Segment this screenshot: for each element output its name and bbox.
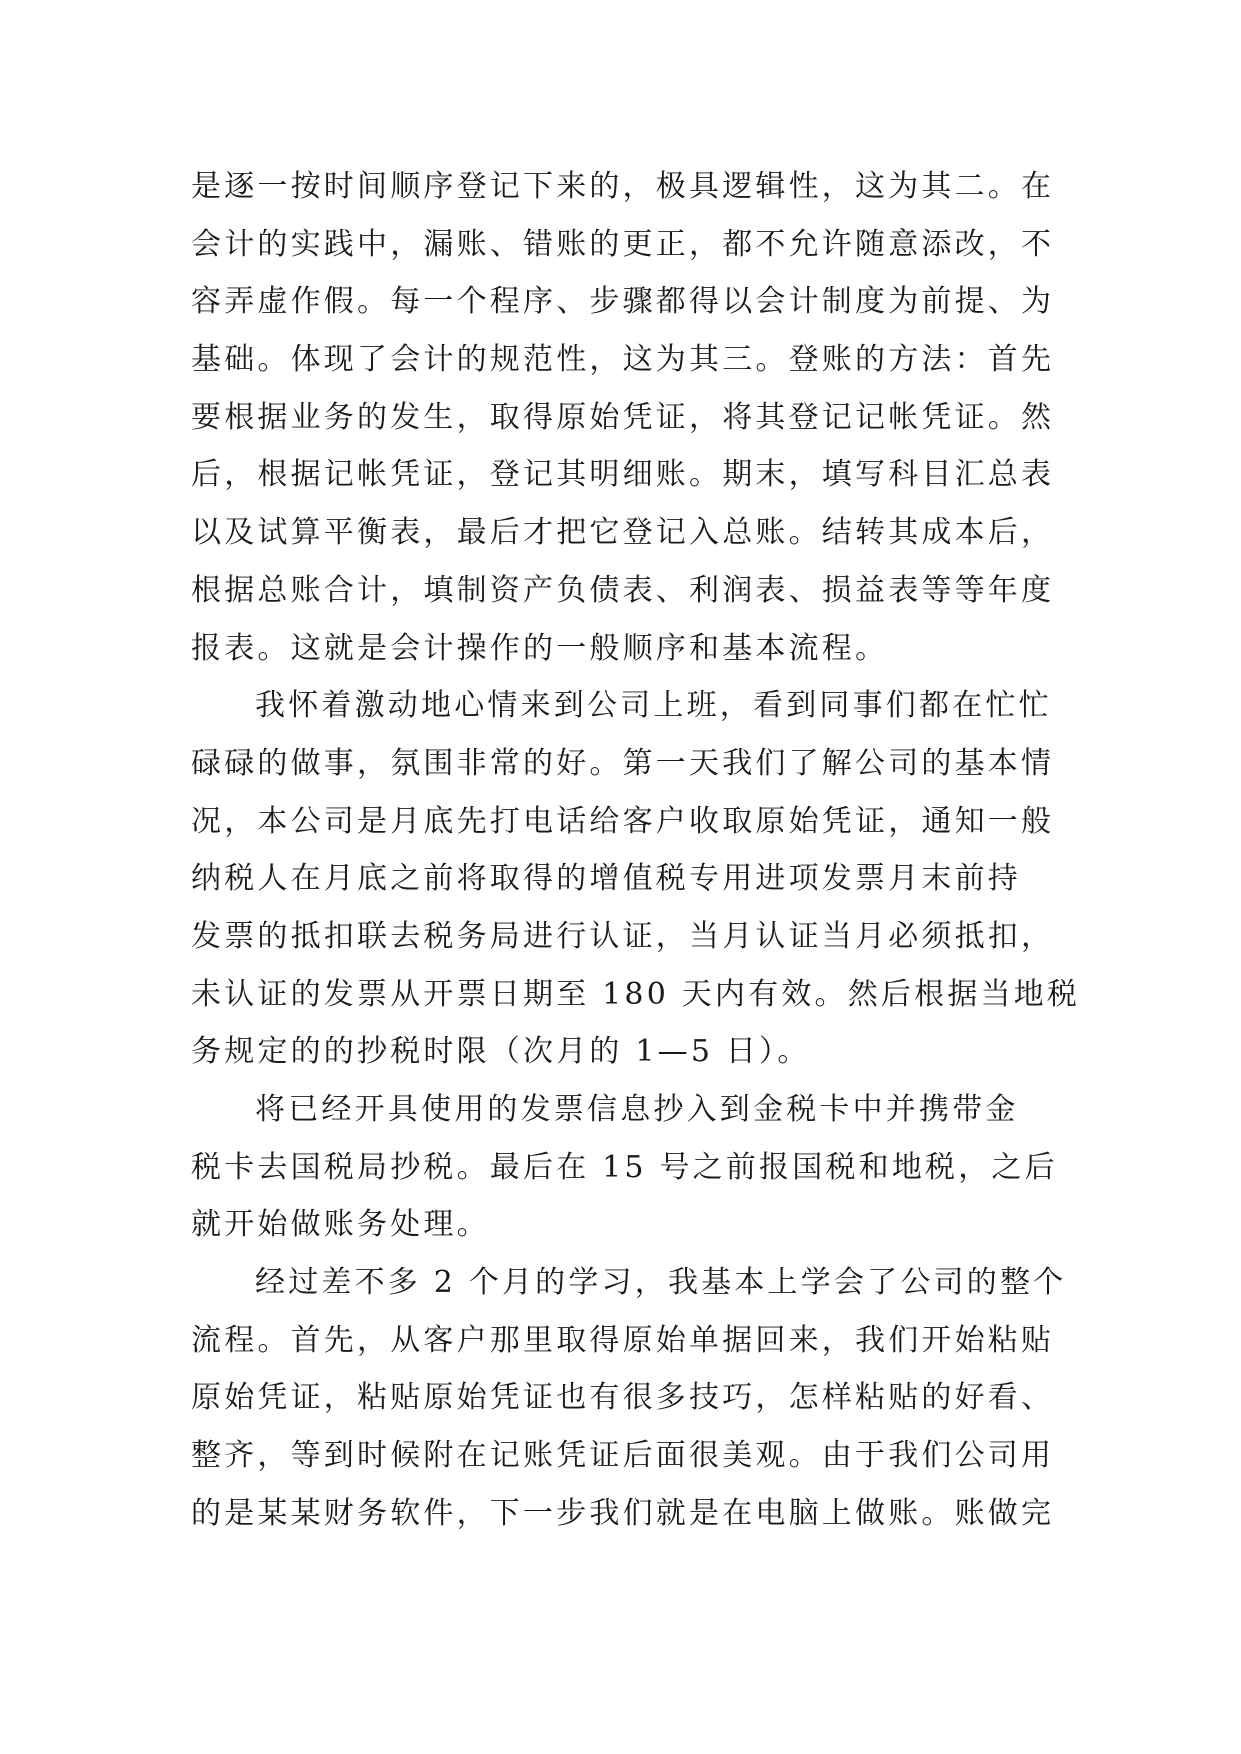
text-line: 就开始做账务处理。 [191,1207,490,1243]
text-line: 税卡去国税局抄税。最后在 15 号之前报国税和地税，之后 [191,1149,1058,1185]
text-line: 发票的抵扣联去税务局进行认证，当月认证当月必须抵扣， [191,918,1055,954]
text-line: 碌碌的做事，氛围非常的好。第一天我们了解公司的基本情 [191,745,1055,781]
paragraph-first-line: 经过差不多 2 个月的学习，我基本上学会了公司的整个 [255,1265,1067,1301]
text-line: 原始凭证，粘贴原始凭证也有很多技巧，怎样粘贴的好看、 [191,1380,1055,1416]
paragraph-first-line: 我怀着激动地心情来到公司上班，看到同事们都在忙忙 [255,688,1052,724]
text-line: 容弄虚作假。每一个程序、步骤都得以会计制度为前提、为 [191,284,1055,320]
text-line: 流程。首先，从客户那里取得原始单据回来，我们开始粘贴 [191,1322,1055,1358]
text-line: 况，本公司是月底先打电话给客户收取原始凭证，通知一般 [191,803,1055,839]
text-line: 是逐一按时间顺序登记下来的，极具逻辑性，这为其二。在 [191,169,1055,204]
document-page [191,158,1081,1543]
text-line: 基础。体现了会计的规范性，这为其三。登账的方法：首先 [191,342,1055,378]
text-line: 未认证的发票从开票日期至 180 天内有效。然后根据当地税 [191,976,1081,1012]
text-line: 纳税人在月底之前将取得的增值税专用进项发票月末前持 [191,861,1021,897]
text-line: 根据总账合计，填制资产负债表、利润表、损益表等等年度 [191,572,1055,608]
text-line: 以及试算平衡表，最后才把它登记入总账。结转其成本后， [191,515,1055,551]
text-line: 整齐，等到时候附在记账凭证后面很美观。由于我们公司用 [191,1438,1055,1474]
text-line: 后，根据记帐凭证，登记其明细账。期末，填写科目汇总表 [191,457,1055,493]
paragraph-first-line: 将已经开具使用的发票信息抄入到金税卡中并携带金 [255,1092,1019,1127]
text-line: 会计的实践中，漏账、错账的更正，都不允许随意添改，不 [191,226,1055,262]
text-line: 务规定的的抄税时限（次月的 1—5 日）。 [191,1034,811,1070]
text-line: 报表。这就是会计操作的一般顺序和基本流程。 [191,630,889,666]
text-line: 的是某某财务软件，下一步我们就是在电脑上做账。账做完 [191,1495,1055,1531]
text-line: 要根据业务的发生，取得原始凭证，将其登记记帐凭证。然 [191,399,1055,435]
